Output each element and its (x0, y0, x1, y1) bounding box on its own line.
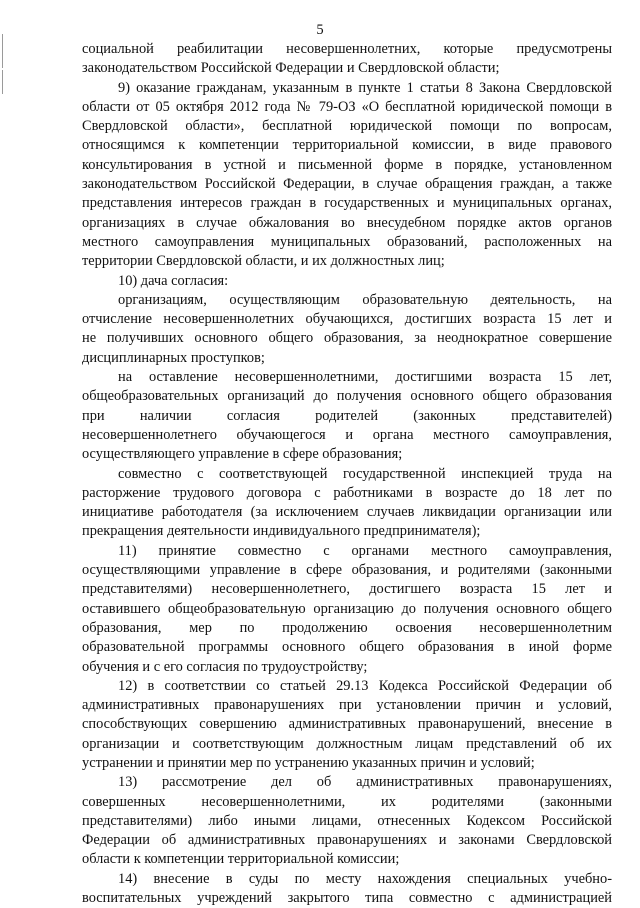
text-line: организациях в случае обжалования во внесудебном порядке актов органов (82, 214, 612, 231)
text-line: 14) внесение в суды по месту нахождения специальных учебно- (118, 870, 612, 887)
text-line: социальной реабилитации несовершеннолетних, которые предусмотрены (82, 41, 612, 57)
text-line: общеобразовательных организаций до получения основного общего образования (82, 388, 612, 405)
text-line: местного самоуправления муниципальных образований, расположенных на (82, 233, 612, 250)
text-line: инициативе работодателя (за исключением случаев ликвидации организации или (82, 504, 612, 521)
document-body (82, 40, 612, 908)
text-line: обучения и с его согласия по трудоустройству; (82, 658, 368, 675)
text-line: несовершеннолетнего обучающегося и органа местного самоуправления, (82, 426, 612, 443)
text-line: не получивших основного общего образования, за неоднократное совершение (82, 330, 612, 347)
text-line: законодательством Российской Федерации и Свердловской области; (82, 60, 500, 77)
text-line: устранении и принятии мер по устранению указанных причин и условий; (82, 754, 535, 771)
text-line: воспитательных учреждений закрытого типа совместно с администрацией (82, 890, 612, 907)
margin-mark-middle (2, 70, 3, 94)
text-line: совершенных несовершеннолетними, их родителями (законными (82, 793, 612, 810)
text-line: территории Свердловской области, и их должностных лиц; (82, 253, 445, 270)
text-line: расторжение трудового договора с работниками в возрасте до 18 лет по (82, 484, 612, 501)
text-line: консультирования в устной и письменной форме в порядке, установленном (82, 156, 612, 173)
text-line: на оставление несовершеннолетними, достигшими возраста 15 лет, (118, 369, 612, 386)
text-line: законодательством Российской Федерации, в случае обращения граждан, а также (82, 176, 612, 193)
text-line: при наличии согласия родителей (законных представителей) (82, 407, 612, 424)
text-line: способствующих совершению административных правонарушений, внесение в (82, 716, 612, 733)
text-line: 12) в соответствии со статьей 29.13 Кодекса Российской Федерации об (118, 677, 612, 694)
page-number: 5 (316, 22, 324, 38)
text-line: организации и соответствующим должностным лицам представлений об их (82, 735, 612, 752)
text-line: осуществляющими управление в сфере образования, и родителями (законными (82, 562, 612, 579)
text-line: образовательной программы основного общего образования в иной форме (82, 639, 612, 656)
text-line: осуществляющего управление в сфере образования; (82, 446, 403, 463)
text-line: образования, мер по продолжению освоения несовершеннолетним (82, 619, 612, 636)
text-line: представителями) несовершеннолетнего, достигшего возраста 15 лет и (82, 581, 612, 598)
text-line: оставившего общеобразовательную организацию до получения основного общего (82, 600, 612, 617)
text-line: представления интересов граждан в государственных и муниципальных органах, (82, 195, 612, 212)
text-line: Федерации об административных правонарушениях и законами Свердловской (82, 832, 612, 849)
text-line: прекращения деятельности индивидуального предпринимателя); (82, 523, 481, 540)
text-line: отчисление несовершеннолетних обучающихся, достигших возраста 15 лет и (82, 311, 612, 328)
text-line: совместно с соответствующей государственной инспекцией труда на (118, 465, 612, 482)
margin-mark-top (2, 34, 3, 68)
text-line: 13) рассмотрение дел об административных правонарушениях, (118, 774, 612, 791)
text-line: относящимся к компетенции территориальной комиссии, в виде правового (82, 137, 612, 154)
text-line: организациям, осуществляющим образовательную деятельность, на (118, 291, 612, 308)
text-line: области к компетенции территориальной комиссии; (82, 851, 400, 868)
text-line: дисциплинарных проступков; (82, 349, 265, 366)
text-line: области от 05 октября 2012 года № 79-ОЗ «О бесплатной юридической помощи в (82, 98, 612, 115)
text-line: Свердловской области», бесплатной юридической помощи по вопросам, (82, 118, 612, 135)
text-line: представителями) либо иными лицами, отнесенных Кодексом Российской (82, 812, 612, 829)
text-line: 9) оказание гражданам, указанным в пункте 1 статьи 8 Закона Свердловской (118, 79, 612, 96)
text-line: 11) принятие совместно с органами местного самоуправления, (118, 542, 612, 559)
text-line: 10) дача согласия: (118, 272, 229, 289)
text-line: административных правонарушениях при установлении причин и условий, (82, 697, 612, 714)
